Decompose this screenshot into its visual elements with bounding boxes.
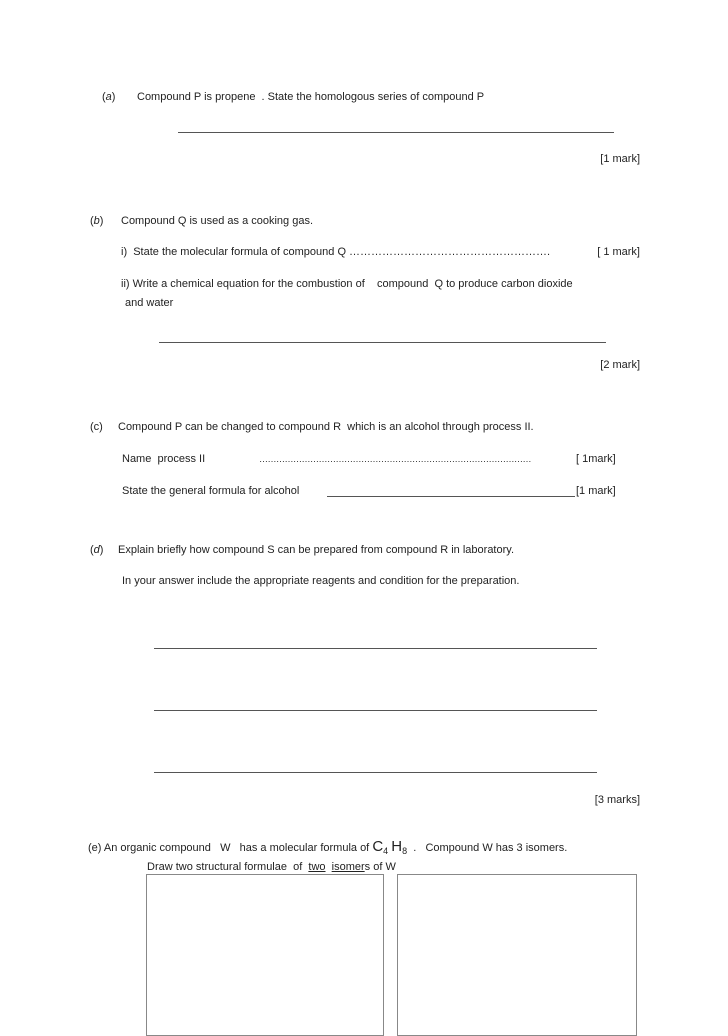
- part-c-formula-prompt: State the general formula for alcohol: [122, 485, 300, 497]
- part-b-question: Compound Q is used as a cooking gas.: [121, 215, 314, 227]
- part-c-formula-answer-line[interactable]: [327, 496, 575, 497]
- part-c-name-prompt: Name process II: [122, 453, 206, 465]
- part-c-name-answer[interactable]: ……………………………………………………………………………………: [259, 454, 531, 464]
- part-b-letter: b: [93, 215, 100, 227]
- part-a-answer-line[interactable]: [178, 132, 614, 133]
- formula-hydrogen-count: 8: [402, 846, 408, 856]
- part-d-label: (d): [90, 544, 104, 556]
- formula-hydrogen: H: [391, 838, 403, 855]
- part-d-instruction: In your answer include the appropriate reagents and condition for the preparation.: [122, 575, 520, 587]
- part-d-answer-line-3[interactable]: [154, 772, 597, 773]
- part-a-marks: [1 mark]: [600, 153, 640, 165]
- isomer-drawing-box-1[interactable]: [146, 874, 384, 1036]
- part-e-instruction: [147, 860, 396, 874]
- part-b-answer-line[interactable]: [159, 342, 606, 343]
- molecular-formula: [372, 838, 408, 856]
- draw-emph-tail: s: [364, 861, 371, 873]
- draw-emph-two: two: [308, 861, 326, 873]
- part-a-question: Compound P is propene . State the homologous series of compound P: [137, 91, 485, 103]
- part-b-i-marks: [ 1 mark]: [597, 246, 640, 258]
- part-c-formula-marks: [1 mark]: [576, 485, 616, 497]
- part-b-label: (b): [90, 215, 104, 227]
- part-c-question: Compound P can be changed to compound R which is an alcohol through process II.: [118, 421, 534, 433]
- part-d-answer-line-1[interactable]: [154, 648, 597, 649]
- draw-prefix: Draw two structural formulae of: [147, 861, 309, 873]
- part-c-name-marks: [ 1mark]: [576, 453, 616, 465]
- formula-carbon-count: 4: [383, 846, 389, 856]
- part-e-intro: (e) An organic compound W has a molecular formula of: [88, 842, 370, 854]
- part-c-label: (c): [90, 421, 103, 433]
- isomer-drawing-box-2[interactable]: [397, 874, 637, 1036]
- part-d-letter: d: [93, 544, 100, 556]
- part-a-label: (a): [102, 91, 116, 103]
- part-e-question: [88, 826, 567, 855]
- part-e-outro: . Compound W has 3 isomers.: [413, 842, 568, 854]
- part-d-marks: [3 marks]: [594, 794, 640, 806]
- part-b-i-question: i) State the molecular formula of compound Q ……………………………………………….: [121, 246, 551, 258]
- part-b-marks: [2 mark]: [600, 359, 640, 371]
- part-d-answer-line-2[interactable]: [154, 710, 597, 711]
- part-b-ii-question-line2: and water: [125, 297, 174, 309]
- part-d-question: Explain briefly how compound S can be prepared from compound R in laboratory.: [118, 544, 515, 556]
- part-b-ii-question-line1: ii) Write a chemical equation for the combustion of compound Q to produce carbon dioxide: [121, 278, 573, 290]
- draw-emph-isomer: isomer: [331, 861, 365, 873]
- draw-suffix: of W: [370, 861, 396, 873]
- formula-carbon: C: [372, 838, 384, 855]
- part-a-letter: a: [105, 91, 112, 103]
